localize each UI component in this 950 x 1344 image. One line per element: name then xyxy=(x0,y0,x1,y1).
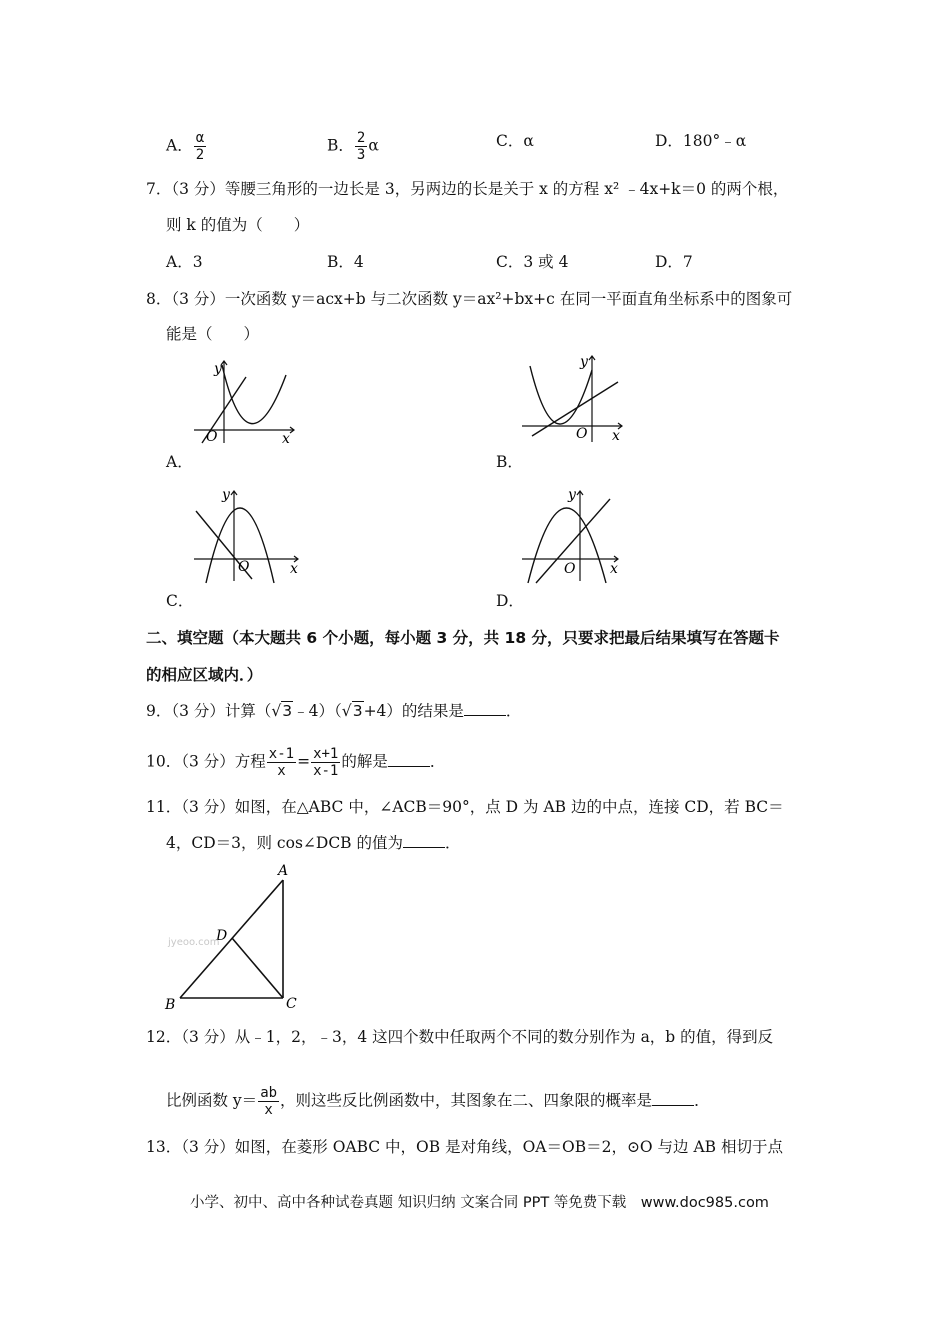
q10-answer-blank[interactable] xyxy=(388,752,430,767)
q8-graph-d xyxy=(518,485,633,585)
q11-answer-blank[interactable] xyxy=(403,833,445,848)
q8-option-c: C． xyxy=(166,592,194,610)
q11-line2: 4，CD＝3，则 cos∠DCB 的值为 ． xyxy=(166,834,461,852)
graph-d-y-label: y xyxy=(568,487,576,503)
section2-heading-line1: 二、填空题（本大题共 6 个小题，每小题 3 分，共 18 分，只要求把最后结果填写在答题卡 xyxy=(146,629,780,647)
triangle-label-a: A xyxy=(278,863,289,879)
graph-b-origin-label: O xyxy=(576,426,588,442)
q8-graph-b xyxy=(518,350,630,445)
q12-line1: 12．（3 分）从﹣1，2，﹣3，4 这四个数中任取两个不同的数分别作为 a，b 的值，得到反 xyxy=(146,1028,774,1046)
q9-line: 9．（3 分）计算（√3﹣4）（√3+4）的结果是 ． xyxy=(146,702,522,720)
q8-graph-c xyxy=(190,485,305,585)
q6-option-d: D．180°﹣α xyxy=(655,132,747,150)
q7-option-d: D．7 xyxy=(655,253,693,271)
q8-option-a: A． xyxy=(166,453,193,471)
q9-sqrt-1: √3 xyxy=(271,702,293,720)
q13-line1: 13．（3 分）如图，在菱形 OABC 中，OB 是对角线，OA＝OB＝2，⊙O 与边 AB 相切于点 xyxy=(146,1138,784,1156)
jyeoo-watermark: jyeoo.com xyxy=(168,937,220,948)
page-footer: 小学、初中、高中各种试卷真题 知识归纳 文案合同 PPT 等免费下载 www.doc985.com xyxy=(190,1195,769,1211)
q10-left-fraction: $\frac{x-1}{x}$ xyxy=(268,746,295,779)
graph-b-x-label: x xyxy=(612,428,620,444)
graph-d-x-label: x xyxy=(610,561,618,577)
q8-graph-a xyxy=(190,355,300,447)
q12-line2: 比例函数 y＝ $\frac{ab}{x}$ ，则这些反比例函数中，其图象在二、四象限的概率是 ． xyxy=(166,1085,710,1118)
q6-option-c: C．α xyxy=(496,132,534,150)
graph-a-x-label: x xyxy=(282,431,290,447)
q6-option-a: A． $\frac{\alpha}{2}$ xyxy=(166,130,205,163)
q6-a-fraction: $\frac{\alpha}{2}$ xyxy=(195,130,205,163)
q6-b-fraction: $\frac{2}{3}$ xyxy=(356,130,366,163)
q7-option-b: B．4 xyxy=(327,253,364,271)
q9-sqrt-2: √3 xyxy=(341,702,363,720)
triangle-label-d: D xyxy=(216,928,228,944)
q12-answer-blank[interactable] xyxy=(652,1091,694,1106)
q6-option-b: B． $\frac{2}{3}$ α xyxy=(327,130,379,163)
q8-option-d: D． xyxy=(496,592,524,610)
q8-option-b: B． xyxy=(496,453,523,471)
triangle-label-c: C xyxy=(286,996,297,1012)
q10-line: 10．（3 分）方程 $\frac{x-1}{x}$ = $\frac{x+1}{x-1}$ 的解是 ． xyxy=(146,746,446,779)
q9-answer-blank[interactable] xyxy=(464,701,506,716)
graph-b-y-label: y xyxy=(580,354,588,370)
q7-option-a: A．3 xyxy=(166,253,203,271)
q7-line2: 则 k 的值为（ ） xyxy=(166,216,310,234)
q10-right-fraction: $\frac{x+1}{x-1}$ xyxy=(313,746,339,779)
graph-c-y-label: y xyxy=(222,487,230,503)
graph-a-origin-label: O xyxy=(206,429,218,445)
q7-line1: 7．（3 分）等腰三角形的一边长是 3，另两边的长是关于 x 的方程 x² ﹣4x+k＝0 的两个根， xyxy=(146,180,789,198)
graph-d-origin-label: O xyxy=(564,561,576,577)
q11-triangle-figure xyxy=(160,858,310,1013)
q7-option-c: C．3 或 4 xyxy=(496,253,569,271)
q11-line1: 11．（3 分）如图，在△ABC 中，∠ACB＝90°，点 D 为 AB 边的中点，连接 CD，若 BC＝ xyxy=(146,798,784,816)
graph-c-origin-label: O xyxy=(238,559,250,575)
q8-line1: 8．（3 分）一次函数 y＝acx+b 与二次函数 y＝ax²+bx+c 在同一平面直角坐标系中的图象可 xyxy=(146,290,793,308)
triangle-label-b: B xyxy=(165,997,176,1013)
section2-heading-line2: 的相应区域内．） xyxy=(146,666,263,684)
q12-fraction: $\frac{ab}{x}$ xyxy=(260,1085,278,1118)
graph-c-x-label: x xyxy=(290,561,298,577)
graph-a-y-label: y xyxy=(214,361,222,377)
q8-line2: 能是（ ） xyxy=(166,325,260,343)
